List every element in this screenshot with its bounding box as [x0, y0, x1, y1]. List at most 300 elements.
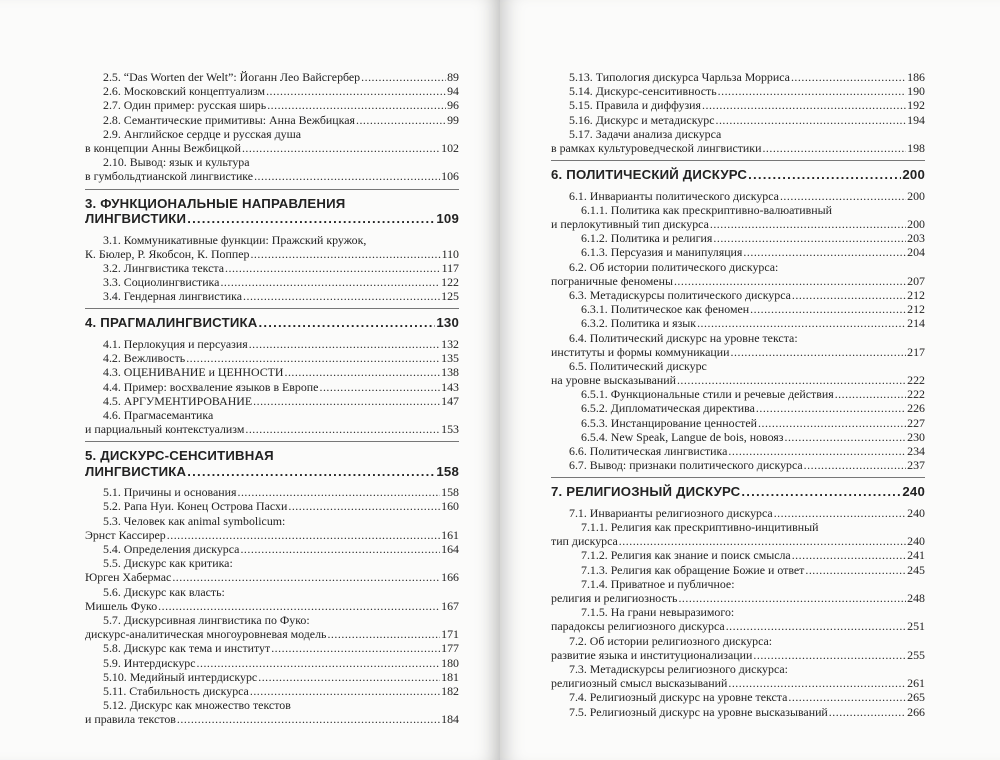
- dot-leader: [187, 464, 435, 480]
- toc-line: [85, 599, 459, 613]
- toc-line: [85, 70, 459, 84]
- dot-leader: [835, 387, 906, 401]
- dot-leader: [805, 563, 906, 577]
- dot-leader: [197, 656, 441, 670]
- toc-line: [85, 394, 459, 408]
- toc-entry-title: 5.3. Человек как animal symbolicum:: [103, 513, 286, 528]
- toc-line: [85, 351, 459, 365]
- toc-line: [85, 84, 459, 98]
- toc-line: [551, 231, 925, 245]
- toc-entry-title: парадоксы религиозного дискурса: [551, 619, 725, 634]
- page-number: 106: [441, 169, 459, 184]
- toc-entry-title: 6. ПОЛИТИЧЕСКИЙ ДИСКУРС: [551, 167, 748, 183]
- chapter-heading: [85, 315, 459, 331]
- page-number: 212: [907, 287, 925, 302]
- toc-entry-title: 6.1.3. Персуазия и манипуляция: [581, 245, 743, 260]
- toc-line: [551, 127, 925, 141]
- toc-line: [551, 444, 925, 458]
- chapter-heading: [551, 167, 925, 183]
- toc-entry-title: 4.2. Вежливость: [103, 351, 186, 366]
- toc-line: [85, 556, 459, 570]
- toc-entry-title: 7.1.1. Религия как прескриптивно-инцитивный: [581, 520, 819, 535]
- dot-leader: [220, 275, 440, 289]
- toc-line: [551, 302, 925, 316]
- toc-entry-title: тип дискурса: [551, 534, 618, 549]
- toc-line: [551, 634, 925, 648]
- page-number: 261: [907, 676, 925, 691]
- dot-leader: [254, 169, 440, 183]
- toc-entry-title: в рамках культуроведческой лингвистики: [551, 140, 762, 155]
- page-number: 194: [907, 112, 925, 127]
- dot-leader: [713, 231, 906, 245]
- toc-entry: [551, 113, 925, 127]
- page-number: 230: [907, 429, 925, 444]
- dot-leader: [792, 288, 906, 302]
- dot-leader: [756, 401, 906, 415]
- toc-entry: [85, 394, 459, 408]
- toc-entry-title: 5.8. Дискурс как тема и институт: [103, 641, 271, 656]
- dot-leader: [271, 641, 440, 655]
- toc-entry: [551, 705, 925, 719]
- toc-entry-title: 5.12. Дискурс как множество текстов: [103, 698, 291, 713]
- toc-entry-title: 5.6. Дискурс как власть:: [103, 584, 225, 599]
- toc-entry: [551, 288, 925, 302]
- page-number: 153: [441, 422, 459, 437]
- toc-entry: [551, 203, 925, 231]
- page-number: 138: [441, 365, 459, 380]
- dot-leader: [728, 444, 906, 458]
- section-divider: [85, 441, 459, 442]
- dot-leader: [804, 458, 906, 472]
- section-divider: [85, 308, 459, 309]
- toc-line: [85, 196, 459, 212]
- toc-entry-title: К. Бюлер, Р. Якобсон, К. Поппер: [85, 246, 250, 261]
- toc-entry-title: 2.6. Московский концептуализм: [103, 84, 266, 99]
- toc-entry: [85, 485, 459, 499]
- dot-leader: [753, 648, 906, 662]
- dot-leader: [237, 485, 440, 499]
- toc-entry-title: 6.7. Вывод: признаки политического дискурса: [569, 458, 803, 473]
- page-number: 255: [907, 647, 925, 662]
- toc-entry-title: 6.1.2. Политика и религия: [581, 231, 713, 246]
- toc-entry: [85, 351, 459, 365]
- dot-leader: [186, 351, 440, 365]
- dot-leader: [774, 506, 906, 520]
- toc-entry: [551, 506, 925, 520]
- dot-leader: [225, 261, 441, 275]
- toc-entry-title: 3.3. Социолингвистика: [103, 275, 220, 290]
- dot-leader: [284, 365, 440, 379]
- toc-line: [85, 155, 459, 169]
- toc-line: [85, 448, 459, 464]
- toc-entry-title: 6.5.1. Функциональные стили и речевые действия: [581, 387, 834, 402]
- page-number: 167: [441, 598, 459, 613]
- toc-entry: [85, 275, 459, 289]
- toc-entry-title: 7.1.5. На грани невыразимого:: [581, 605, 735, 620]
- toc-line: [551, 113, 925, 127]
- toc-entry: [551, 577, 925, 605]
- toc-entry-title: пограничные феномены: [551, 273, 673, 288]
- page-number: 266: [907, 704, 925, 719]
- toc-line: [85, 337, 459, 351]
- toc-entry-title: 4.4. Пример: восхваление языков в Европе: [103, 379, 319, 394]
- toc-line: [85, 127, 459, 141]
- toc-line: [551, 84, 925, 98]
- toc-line: [551, 619, 925, 633]
- toc-entry: [551, 70, 925, 84]
- page-number: 200: [902, 167, 925, 183]
- toc-entry-title: 7.1.2. Религия как знание и поиск смысла: [581, 548, 791, 563]
- toc-entry: [85, 514, 459, 542]
- toc-entry: [551, 662, 925, 690]
- toc-line: [551, 506, 925, 520]
- toc-entry: [551, 458, 925, 472]
- toc-entry: [85, 684, 459, 698]
- dot-leader: [258, 670, 440, 684]
- dot-leader: [758, 416, 906, 430]
- toc-entry-title: 5. ДИСКУРС-СЕНСИТИВНАЯ: [85, 448, 274, 464]
- toc-entry-title: 5.9. Интердискурс: [103, 655, 196, 670]
- page-number: 130: [436, 315, 459, 331]
- toc-entry-title: 3.2. Лингвистика текста: [103, 260, 224, 275]
- toc-entry: [85, 127, 459, 155]
- toc-line: [551, 70, 925, 84]
- toc-line: [85, 422, 459, 436]
- toc-line: [551, 401, 925, 415]
- toc-entry-title: Юрген Хабермас: [85, 570, 172, 585]
- dot-leader: [748, 167, 901, 183]
- dot-leader: [678, 591, 906, 605]
- page-number: 203: [907, 231, 925, 246]
- toc-entry-title: 2.5. “Das Worten der Welt”: Йоганн Лео Вайсгербер: [103, 70, 361, 84]
- toc-line: [85, 380, 459, 394]
- page-number: 94: [447, 84, 459, 99]
- section-divider: [85, 189, 459, 190]
- dot-leader: [741, 484, 901, 500]
- toc-entry-title: 4. ПРАГМАЛИНГВИСТИКА: [85, 315, 258, 331]
- toc-entry-title: и перлокутивный тип дискурса: [551, 217, 709, 231]
- toc-entry: [551, 416, 925, 430]
- toc-entry: [551, 359, 925, 387]
- toc-entry: [85, 613, 459, 641]
- toc-entry: [85, 365, 459, 379]
- page-number: 190: [907, 84, 925, 99]
- toc-line: [551, 520, 925, 534]
- toc-line: [85, 656, 459, 670]
- toc-entry-title: 6.3. Метадискурсы политического дискурса: [569, 287, 791, 302]
- table-of-contents-left: [85, 70, 459, 726]
- toc-entry-title: Мишель Фуко: [85, 598, 158, 613]
- toc-entry: [551, 84, 925, 98]
- toc-line: [85, 570, 459, 584]
- toc-line: [551, 577, 925, 591]
- toc-line: [85, 211, 459, 227]
- dot-leader: [743, 245, 906, 259]
- page-number: 251: [907, 619, 925, 634]
- dot-leader: [728, 676, 906, 690]
- toc-line: [551, 217, 925, 231]
- toc-entry-title: 6.3.2. Политика и язык: [581, 316, 697, 331]
- toc-entry: [551, 231, 925, 245]
- page-number: 234: [907, 444, 925, 458]
- page-number: 198: [907, 140, 925, 155]
- table-of-contents-right: [551, 70, 925, 719]
- dot-leader: [327, 627, 440, 641]
- toc-line: [551, 260, 925, 274]
- dot-leader: [619, 534, 906, 548]
- toc-line: [85, 670, 459, 684]
- dot-leader: [243, 289, 440, 303]
- toc-line: [551, 245, 925, 259]
- dot-leader: [762, 141, 906, 155]
- toc-entry-title: 3. ФУНКЦИОНАЛЬНЫЕ НАПРАВЛЕНИЯ: [85, 195, 346, 211]
- toc-entry: [551, 401, 925, 415]
- dot-leader: [250, 684, 440, 698]
- toc-entry: [551, 331, 925, 359]
- toc-line: [85, 641, 459, 655]
- toc-line: [85, 514, 459, 528]
- toc-entry: [85, 289, 459, 303]
- dot-leader: [715, 113, 906, 127]
- toc-entry-title: религиозный смысл высказываний: [551, 676, 728, 691]
- toc-entry-title: ЛИНГВИСТИКА: [85, 463, 187, 479]
- toc-entry-title: религия и религиозность: [551, 591, 678, 605]
- toc-line: [85, 627, 459, 641]
- toc-line: [551, 167, 925, 183]
- toc-entry-title: 2.8. Семантические примитивы: Анна Вежбицкая: [103, 112, 355, 127]
- toc-entry-title: 2.10. Вывод: язык и культура: [103, 155, 250, 170]
- dot-leader: [245, 422, 440, 436]
- toc-entry-title: 5.7. Дискурсивная лингвистика по Фуко:: [103, 612, 310, 627]
- toc-entry-title: 2.9. Английское сердце и русская душа: [103, 126, 302, 141]
- toc-line: [551, 274, 925, 288]
- toc-entry-title: 2.7. Один пример: русская ширь: [103, 98, 267, 113]
- toc-line: [85, 98, 459, 112]
- toc-line: [85, 585, 459, 599]
- toc-entry-title: 7.1.4. Приватное и публичное:: [581, 576, 735, 591]
- toc-line: [85, 365, 459, 379]
- page-number: 200: [907, 217, 925, 231]
- dot-leader: [267, 98, 446, 112]
- toc-entry: [85, 380, 459, 394]
- toc-entry-title: 7.4. Религиозный дискурс на уровне текста: [569, 690, 788, 705]
- dot-leader: [750, 302, 906, 316]
- toc-line: [85, 275, 459, 289]
- toc-entry-title: и правила текстов: [85, 712, 176, 727]
- toc-line: [551, 430, 925, 444]
- toc-entry: [551, 548, 925, 562]
- page-number: 110: [441, 246, 459, 261]
- section-divider: [551, 160, 925, 161]
- page-number: 182: [441, 683, 459, 698]
- dot-leader: [250, 247, 440, 261]
- toc-entry-title: 3.4. Гендерная лингвистика: [103, 289, 242, 304]
- dot-leader: [242, 141, 440, 155]
- toc-entry-title: 5.2. Рапа Нуи. Конец Острова Пасхи: [103, 499, 288, 514]
- toc-entry: [551, 387, 925, 401]
- toc-line: [551, 563, 925, 577]
- toc-entry: [85, 70, 459, 84]
- dot-leader: [319, 380, 440, 394]
- page-number: 96: [447, 98, 459, 113]
- page-number: 180: [441, 655, 459, 670]
- page-number: 158: [436, 463, 459, 479]
- dot-leader: [791, 70, 906, 84]
- toc-entry-title: 6.3.1. Политическое как феномен: [581, 302, 750, 317]
- toc-entry-title: 5.16. Дискурс и метадискурс: [569, 112, 715, 127]
- toc-entry-title: 6.2. Об истории политического дискурса:: [569, 259, 779, 274]
- page-number: 89: [447, 70, 459, 84]
- page-number: 171: [441, 627, 459, 642]
- page-number: 143: [441, 379, 459, 394]
- toc-line: [551, 648, 925, 662]
- page-number: 212: [907, 302, 925, 317]
- page-number: 99: [447, 112, 459, 127]
- toc-entry-title: на уровне высказываний: [551, 373, 676, 388]
- toc-line: [551, 690, 925, 704]
- chapter-heading: [85, 196, 459, 227]
- dot-leader: [792, 548, 906, 562]
- toc-entry: [85, 499, 459, 513]
- toc-entry-title: 4.1. Перлокуция и персуазия: [103, 336, 248, 351]
- dot-leader: [249, 337, 440, 351]
- toc-line: [85, 169, 459, 183]
- dot-leader: [788, 690, 906, 704]
- toc-entry: [85, 155, 459, 183]
- dot-leader: [172, 570, 440, 584]
- page-number: 164: [441, 542, 459, 556]
- page-number: 217: [907, 344, 925, 359]
- chapter-heading: [85, 448, 459, 479]
- toc-line: [551, 534, 925, 548]
- toc-line: [85, 485, 459, 499]
- toc-entry: [551, 260, 925, 288]
- toc-entry-title: 5.14. Дискурс-сенситивность: [569, 84, 717, 99]
- page-number: 186: [907, 70, 925, 84]
- toc-line: [551, 458, 925, 472]
- right-page: [500, 0, 1000, 760]
- toc-line: [551, 484, 925, 500]
- page-number: 226: [907, 401, 925, 416]
- toc-entry-title: 6.1.1. Политика как прескриптивно-валюативный: [581, 202, 832, 217]
- toc-entry-title: 4.3. ОЦЕНИВАНИЕ и ЦЕННОСТИ: [103, 365, 284, 380]
- page-number: 166: [441, 570, 459, 585]
- toc-entry-title: и парциальный контекстуализм: [85, 422, 245, 437]
- page-number: 240: [902, 484, 925, 500]
- toc-entry-title: 6.6. Политическая лингвистика: [569, 444, 728, 458]
- toc-entry: [85, 233, 459, 261]
- page-number: 248: [907, 591, 925, 605]
- page-number: 222: [907, 387, 925, 402]
- toc-entry-title: 6.5. Политический дискурс: [569, 358, 707, 373]
- page-number: 237: [907, 458, 925, 473]
- toc-line: [551, 98, 925, 112]
- toc-entry: [551, 316, 925, 330]
- toc-line: [551, 345, 925, 359]
- toc-entry: [85, 261, 459, 275]
- toc-line: [85, 315, 459, 331]
- toc-entry-title: 7.2. Об истории религиозного дискурса:: [569, 633, 773, 648]
- page-number: 241: [907, 548, 925, 563]
- page-number: 125: [441, 289, 459, 304]
- toc-entry-title: ЛИНГВИСТИКИ: [85, 211, 187, 226]
- dot-leader: [718, 84, 907, 98]
- dot-leader: [258, 315, 435, 331]
- toc-entry: [551, 520, 925, 548]
- toc-entry: [551, 690, 925, 704]
- page-number: 204: [907, 245, 925, 260]
- toc-line: [551, 189, 925, 203]
- page-number: 245: [907, 562, 925, 577]
- page-number: 161: [441, 527, 459, 542]
- toc-line: [85, 528, 459, 542]
- toc-entry: [85, 113, 459, 127]
- dot-leader: [674, 274, 906, 288]
- toc-line: [551, 387, 925, 401]
- page-number: 214: [907, 316, 925, 331]
- toc-entry: [551, 634, 925, 662]
- toc-line: [85, 261, 459, 275]
- toc-line: [85, 613, 459, 627]
- dot-leader: [240, 542, 440, 556]
- toc-entry: [85, 84, 459, 98]
- page-number: 147: [441, 393, 459, 408]
- toc-line: [551, 605, 925, 619]
- page-number: 265: [907, 690, 925, 705]
- toc-entry: [85, 542, 459, 556]
- toc-entry: [85, 556, 459, 584]
- toc-entry: [85, 698, 459, 726]
- toc-line: [551, 662, 925, 676]
- toc-line: [551, 373, 925, 387]
- toc-entry: [551, 127, 925, 155]
- toc-line: [85, 289, 459, 303]
- page-number: 192: [907, 98, 925, 113]
- toc-entry-title: 5.10. Медийный интердискурс: [103, 669, 258, 684]
- toc-entry: [551, 605, 925, 633]
- page-number: 240: [907, 505, 925, 520]
- toc-line: [85, 712, 459, 726]
- toc-entry: [551, 98, 925, 112]
- toc-line: [85, 408, 459, 422]
- page-number: 102: [441, 140, 459, 155]
- page-number: 207: [907, 273, 925, 288]
- dot-leader: [784, 430, 906, 444]
- toc-entry: [85, 670, 459, 684]
- toc-entry-title: 4.6. Прагмасемантика: [103, 407, 214, 422]
- toc-line: [85, 233, 459, 247]
- toc-entry-title: 7. РЕЛИГИОЗНЫЙ ДИСКУРС: [551, 484, 741, 500]
- toc-line: [551, 705, 925, 719]
- dot-leader: [288, 499, 440, 513]
- page-number: 135: [441, 351, 459, 366]
- toc-line: [551, 141, 925, 155]
- toc-line: [551, 548, 925, 562]
- toc-entry: [551, 245, 925, 259]
- page-number: 132: [441, 336, 459, 351]
- toc-entry-title: 7.3. Метадискурсы религиозного дискурса:: [569, 661, 788, 676]
- toc-line: [85, 499, 459, 513]
- page-number: 160: [441, 499, 459, 514]
- toc-line: [85, 684, 459, 698]
- page-number: 109: [436, 211, 459, 226]
- toc-entry-title: 5.11. Стабильность дискурса: [103, 683, 249, 698]
- dot-leader: [829, 705, 906, 719]
- toc-line: [551, 288, 925, 302]
- toc-entry-title: 5.13. Типология дискурса Чарльза Морриса: [569, 70, 790, 84]
- toc-entry-title: 6.5.3. Инстанцирование ценностей: [581, 415, 757, 430]
- dot-leader: [167, 528, 440, 542]
